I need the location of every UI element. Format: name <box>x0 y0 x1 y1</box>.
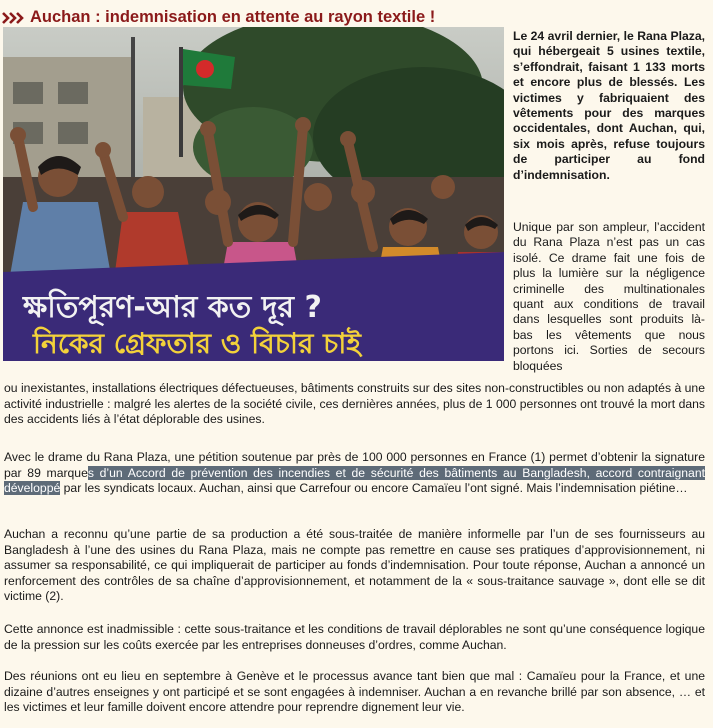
paragraph-4: Cette annonce est inadmissible : cette sous-traitance et les conditions de travail déplorables ne sont qu’une conséquence logique de la pression sur les coûts exercée par les entreprises donneuses d’ordres, comme Auchan. <box>4 622 705 652</box>
article-header <box>2 8 435 27</box>
article-lead: Le 24 avril dernier, le Rana Plaza, qui hébergeait 5 usines textile, s’effondrait, faisant 1 133 morts et encore plus de blessés. Les victimes y fabriquaient des vêtements pour des marques occidentales, dont Auchan, qui, six mois après, refuse toujours de participer au fond d’indemnisation. <box>513 29 705 182</box>
paragraph-5: Des réunions ont eu lieu en septembre à Genève et le processus avance tant bien que mal : Camaïeu pour la France, et une dizaine d’autres enseignes y ont participé et se sont engagées à indemniser. Auchan a en revanche brillé par son absence, … et les victimes et leur famille doivent encore attendre pour reprendre dignement leur vie. <box>4 669 705 715</box>
paragraph-1-continued: ou inexistantes, installations électriques défectueuses, bâtiments construits sur des sites non-constructibles ou non adaptés à une activité industrielle : malgré les alertes de la société civile, ces dernières années, plus de 1 000 personnes ont trouvé la mort dans des accidents liés à l’état déplorable des usines. <box>4 381 705 427</box>
article-title: Auchan : indemnisation en attente au rayon textile ! <box>30 8 436 26</box>
banner-text-line2: নিকের গ্রেফতার ও বিচার চাই <box>33 327 361 360</box>
paragraph-2-end: par les syndicats locaux. Auchan, ainsi que Carrefour ou encore Camaïeu l’ont signé. Mais l’indemnisation piétine… <box>60 481 688 496</box>
paragraph-1-right: Unique par son ampleur, l’accident du Rana Plaza n’est pas un cas isolé. Ce drame fait une fois de plus la lumière sur la négligence criminelle des multinationales quant aux conditions de travail dans lesquelles sont produits là-bas les vêtements que nous portons ici. Sorties de secours bloquées <box>513 220 705 373</box>
protest-photo <box>3 27 504 361</box>
paragraph-2-start: Avec le drame du Rana Plaza, une pétition soutenue par près de 100 000 personnes en France (1) permet d’obtenir la signature par 89 marque <box>4 450 705 480</box>
double-chevron-right-icon <box>2 12 24 24</box>
text-selection-highlight[interactable]: s d’un Accord de prévention des incendies et de sécurité des bâtiments au Bangladesh, accord contraignant développé <box>4 465 705 496</box>
paragraph-3: Auchan a reconnu qu’une partie de sa production a été sous-traitée de manière informelle par l’un de ses fournisseurs au Bangladesh à l’une des usines du Rana Plaza, mais ne compte pas remettre en cause ses pratiques d’approvisionnement, ni assumer sa responsabilité, ce qui impliquerait de participer au fonds d’indemnisation. Pour toute réponse, Auchan a annoncé un renforcement des contrôles de sa chaîne d’approvisionnement, et notamment de la « sous-traitance sauvage », dont elle se dit victime (2). <box>4 527 705 604</box>
paragraph-2 <box>4 450 705 497</box>
banner-text-line1: ক্ষতিপূরণ-আর কত দূর ? <box>23 290 322 325</box>
